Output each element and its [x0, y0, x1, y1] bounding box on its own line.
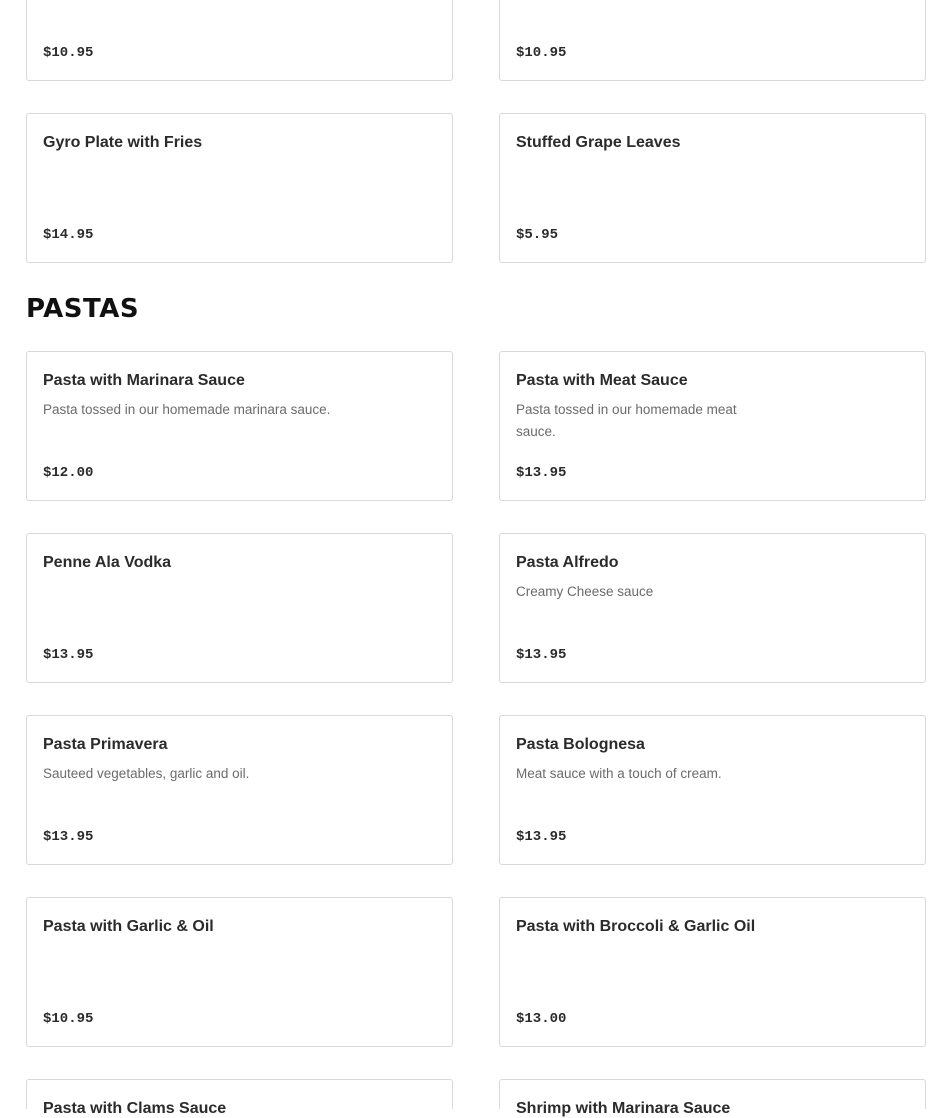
menu-item-price: $10.95 — [43, 1011, 94, 1027]
section-title-pastas: PASTAS — [26, 294, 140, 324]
menu-item-card[interactable] — [499, 351, 926, 501]
menu-item-name: Pasta with Garlic & Oil — [43, 918, 214, 935]
menu-item-card[interactable] — [499, 0, 926, 81]
menu-item-description: Sauteed vegetables, garlic and oil. — [43, 766, 250, 781]
menu-item-price: $13.00 — [516, 1011, 567, 1027]
menu-item-card[interactable] — [26, 533, 453, 683]
menu-item-price: $10.95 — [516, 45, 567, 61]
menu-item-price: $13.95 — [516, 465, 567, 481]
menu-item-description: Pasta tossed in our homemade marinara sauce. — [43, 402, 331, 417]
menu-item-description: Meat sauce with a touch of cream. — [516, 766, 722, 781]
menu-item-card[interactable] — [26, 715, 453, 865]
menu-item-name: Pasta Alfredo — [516, 554, 619, 571]
menu-item-description: Creamy Cheese sauce — [516, 584, 654, 599]
menu-item-card[interactable] — [26, 113, 453, 263]
menu-item-card[interactable] — [499, 1079, 926, 1117]
menu-item-price: $13.95 — [516, 647, 567, 663]
menu-item-price: $14.95 — [43, 227, 94, 243]
menu-item-price: $13.95 — [516, 829, 567, 845]
menu-item-card[interactable] — [499, 897, 926, 1047]
menu-item-card[interactable] — [499, 533, 926, 683]
menu-item-price: $10.95 — [43, 45, 94, 61]
menu-item-name: Shrimp with Marinara Sauce — [516, 1100, 731, 1117]
menu-item-card[interactable] — [499, 715, 926, 865]
menu-item-name: Stuffed Grape Leaves — [516, 134, 681, 151]
menu-item-name: Pasta Primavera — [43, 736, 168, 753]
menu-item-name: Pasta with Meat Sauce — [516, 372, 688, 389]
menu-item-name: Pasta with Broccoli & Garlic Oil — [516, 918, 756, 935]
menu-item-card[interactable] — [26, 0, 453, 81]
menu-item-name: Pasta with Clams Sauce — [43, 1100, 227, 1117]
menu-item-card[interactable] — [26, 351, 453, 501]
menu-item-name: Pasta with Marinara Sauce — [43, 372, 245, 389]
menu-item-price: $5.95 — [516, 227, 559, 243]
menu-item-card[interactable] — [26, 897, 453, 1047]
menu-item-name: Pasta Bolognesa — [516, 736, 645, 753]
menu-item-name: Penne Ala Vodka — [43, 554, 172, 571]
menu-item-price: $13.95 — [43, 647, 94, 663]
menu-item-description: Pasta tossed in our homemade meat sauce. — [516, 402, 737, 439]
menu-item-card[interactable] — [26, 1079, 453, 1117]
menu-item-name: Gyro Plate with Fries — [43, 134, 203, 151]
menu-item-price: $13.95 — [43, 829, 94, 845]
menu-item-price: $12.00 — [43, 465, 94, 481]
menu-item-card[interactable] — [499, 113, 926, 263]
